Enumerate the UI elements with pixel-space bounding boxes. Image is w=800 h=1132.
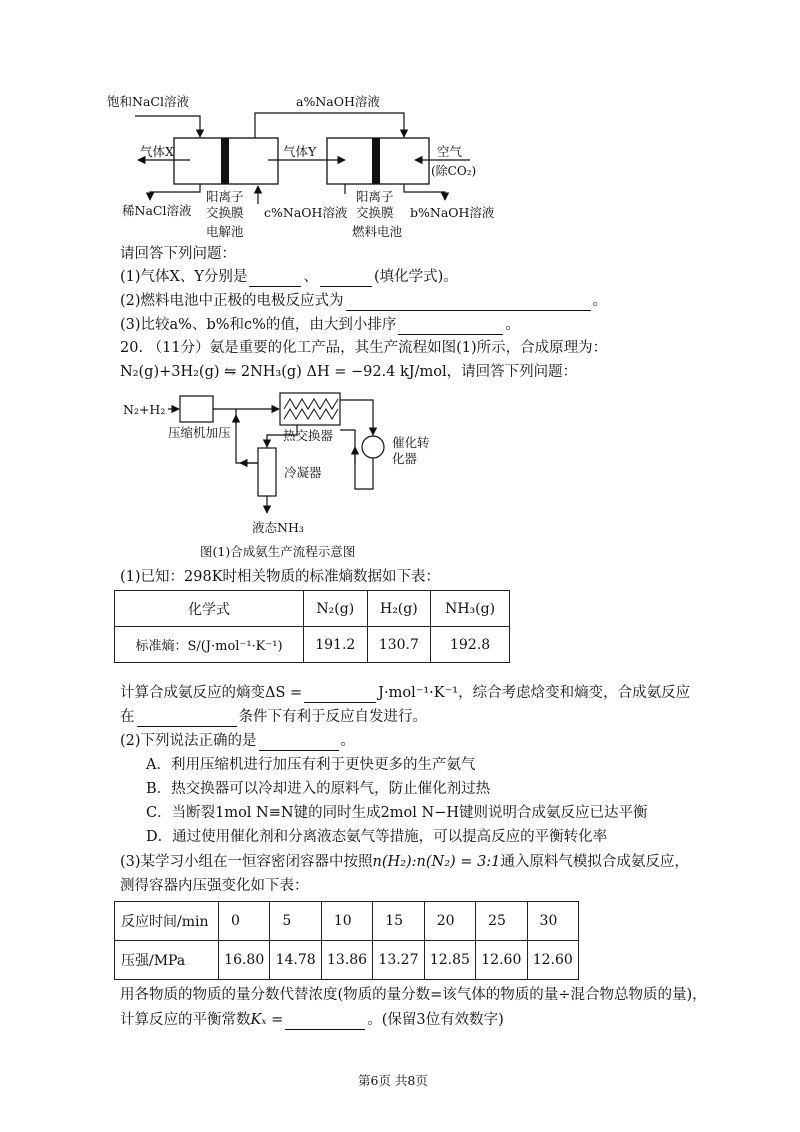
part1-calc-unit: J·mol⁻¹·K⁻¹ xyxy=(378,685,459,701)
entropy-value-nh3: 192.8 xyxy=(431,627,510,663)
q19-part3-text: (3)比较a%、b%和c%的值，由大到小排序 xyxy=(120,317,397,333)
label-air-note: (除CO₂) xyxy=(431,164,477,178)
entropy-value-h2: 130.7 xyxy=(367,627,431,663)
pressure-5: 14.78 xyxy=(270,941,321,980)
option-c: C．当断裂1mol N≡N键的同时生成2mol N−H键则说明合成氨反应已达平衡 xyxy=(146,805,648,821)
q19-part1-sep: 、 xyxy=(303,269,318,285)
option-d: D．通过使用催化剂和分离液态氨气等措施，可以提高反应的平衡转化率 xyxy=(146,829,608,845)
label-membrane-right-2: 交换膜 xyxy=(356,205,394,220)
naoh-loop-line xyxy=(255,113,404,138)
time-15: 15 xyxy=(373,902,424,941)
label-gas-y: 气体Y xyxy=(283,144,317,159)
part3-line1-text: (3)某学习小组在一恒容密闭容器中按照 xyxy=(120,854,373,870)
label-air: 空气 xyxy=(437,144,463,159)
part3-ratio: n(H₂):n(N₂) = 3:1 xyxy=(372,854,501,870)
part3-kx-tail: 。(保留3位有效数字) xyxy=(367,1012,504,1028)
q20-equation-tail: ，请回答下列问题： xyxy=(446,364,578,380)
label-electrolysis-cell: 电解池 xyxy=(206,224,244,239)
q19-part1 xyxy=(120,267,458,287)
answer-blank-electrode[interactable] xyxy=(346,294,591,311)
pressure-30: 12.60 xyxy=(527,941,578,980)
label-catalyst-2: 化器 xyxy=(392,451,418,466)
part2-question-end: 。 xyxy=(340,733,356,749)
label-a-naoh: a%NaOH溶液 xyxy=(296,94,380,109)
answer-blank-kx[interactable] xyxy=(285,1013,365,1030)
pressure-20: 12.85 xyxy=(424,941,475,980)
label-catalyst-1: 催化转 xyxy=(392,435,430,450)
part1-cond-tail: 条件下有利于反应自发进行。 xyxy=(238,709,427,725)
nacl-inlet-arrow xyxy=(135,116,200,137)
page-footer: 第6页 共8页 xyxy=(358,1073,428,1088)
option-a: A．利用压缩机进行加压有利于更快更多的生产氨气 xyxy=(146,757,476,773)
label-liquid-nh3: 液态NH₃ xyxy=(252,520,304,535)
time-0: 0 xyxy=(219,902,270,941)
part3-kx-symbol: Kₓ = xyxy=(250,1012,284,1028)
part1-condition xyxy=(120,707,427,727)
part1-intro: (1)已知：298K时相关物质的标准熵数据如下表： xyxy=(120,569,441,585)
part3-line1-tail: 通入原料气模拟合成氨反应， xyxy=(500,854,689,870)
pressure-0: 16.80 xyxy=(219,941,270,980)
label-b-naoh: b%NaOH溶液 xyxy=(410,205,495,220)
entropy-header-nh3: NH₃(g) xyxy=(431,591,510,627)
part2-question-text: (2)下列说法正确的是 xyxy=(120,733,257,749)
q19-part2-tail: 。 xyxy=(592,293,608,309)
q19-part2 xyxy=(120,291,607,311)
time-10: 10 xyxy=(321,902,372,941)
part3-line2: 测得容器内压强变化如下表： xyxy=(120,878,309,894)
pressure-10: 13.86 xyxy=(321,941,372,980)
heat-exchanger-coil xyxy=(284,399,338,409)
q19-part3-tail: 。 xyxy=(505,317,520,333)
q19-part1-tail: (填化学式)。 xyxy=(373,269,458,285)
q20-equation: N₂(g)+3H₂(g) ⇋ 2NH₃(g) ΔH = −92.4 kJ/mol xyxy=(120,364,447,380)
time-25: 25 xyxy=(476,902,527,941)
right-membrane xyxy=(372,138,380,184)
time-5: 5 xyxy=(270,902,321,941)
answer-blank-gas-x[interactable] xyxy=(249,270,301,287)
catalyst-converter xyxy=(362,436,384,458)
pressure-25: 12.60 xyxy=(476,941,527,980)
part2-question xyxy=(120,731,355,751)
answer-blank-order[interactable] xyxy=(398,318,503,335)
part3-kx-line xyxy=(120,1010,504,1030)
answer-blank-gas-y[interactable] xyxy=(320,270,372,287)
label-heat-exchanger: 热交换器 xyxy=(283,428,334,443)
q20-header: 20. （11分）氨是重要的化工产品，其生产流程如图(1)所示，合成原理为： xyxy=(120,340,608,356)
answer-blank-delta-s[interactable] xyxy=(304,686,376,703)
figure-caption: 图(1)合成氨生产流程示意图 xyxy=(200,544,356,559)
ammonia-process-diagram xyxy=(0,385,800,565)
entropy-row-label: 标准熵：S/(J·mol⁻¹·K⁻¹) xyxy=(115,627,304,663)
pressure-row1-label: 反应时间/min xyxy=(115,902,219,941)
option-b: B．热交换器可以冷却进入的原料气，防止催化剂过热 xyxy=(146,781,491,797)
answer-blank-condition[interactable] xyxy=(137,710,237,727)
compressor-box xyxy=(180,396,213,422)
entropy-value-n2: 191.2 xyxy=(304,627,368,663)
label-membrane-left-2: 交换膜 xyxy=(206,205,244,220)
answer-blank-choice[interactable] xyxy=(259,734,339,751)
pressure-table xyxy=(114,901,579,980)
electrolysis-fuel-cell-diagram xyxy=(0,0,800,245)
q19-part2-text: (2)燃料电池中正极的电极反应式为 xyxy=(120,293,344,309)
heat-exchanger-coil-2 xyxy=(284,409,338,419)
pressure-row2-label: 压强/MPa xyxy=(115,941,219,980)
label-feed: N₂+H₂ xyxy=(123,402,166,417)
part3-note: 用各物质的物质的量分数代替浓度(物质的量分数=该气体的物质的量÷混合物总物质的量)， xyxy=(120,987,707,1003)
label-gas-x: 气体X xyxy=(140,144,174,159)
part1-calc-text: 计算合成氨反应的熵变ΔS = xyxy=(120,685,303,701)
entropy-table xyxy=(114,590,510,663)
time-20: 20 xyxy=(424,902,475,941)
part1-calc-tail: ，综合考虑焓变和熵变，合成氨反应 xyxy=(458,685,691,701)
part1-cond-text: 在 xyxy=(120,709,135,725)
catalyst-return xyxy=(340,430,373,489)
b-naoh-arrow xyxy=(404,184,445,200)
heat-exchanger-box xyxy=(280,393,340,425)
label-nacl-saturated: 饱和NaCl溶液 xyxy=(107,94,189,109)
entropy-header-n2: N₂(g) xyxy=(304,591,368,627)
q19-part1-text: (1)气体X、Y分别是 xyxy=(120,269,248,285)
part1-calc xyxy=(120,683,690,703)
condenser-box xyxy=(258,448,276,496)
q20-equation-line xyxy=(120,362,577,382)
part3-line1 xyxy=(120,852,689,872)
q19-intro: 请回答下列问题： xyxy=(120,246,236,262)
label-membrane-left-1: 阳离子 xyxy=(206,189,244,204)
label-c-naoh: c%NaOH溶液 xyxy=(264,205,348,220)
time-30: 30 xyxy=(527,902,578,941)
pressure-15: 13.27 xyxy=(373,941,424,980)
entropy-header-formula: 化学式 xyxy=(115,591,304,627)
recycle-line xyxy=(236,409,258,463)
label-membrane-right-1: 阳离子 xyxy=(356,189,394,204)
dilute-nacl-arrow xyxy=(150,184,200,200)
part3-kx-text: 计算反应的平衡常数 xyxy=(120,1012,251,1028)
left-membrane xyxy=(221,138,229,184)
q19-part3 xyxy=(120,315,520,335)
label-condenser: 冷凝器 xyxy=(284,465,322,480)
entropy-header-h2: H₂(g) xyxy=(367,591,431,627)
label-compressor: 压缩机加压 xyxy=(168,425,231,440)
label-dilute-nacl: 稀NaCl溶液 xyxy=(122,203,192,218)
label-fuel-cell: 燃料电池 xyxy=(352,224,403,239)
